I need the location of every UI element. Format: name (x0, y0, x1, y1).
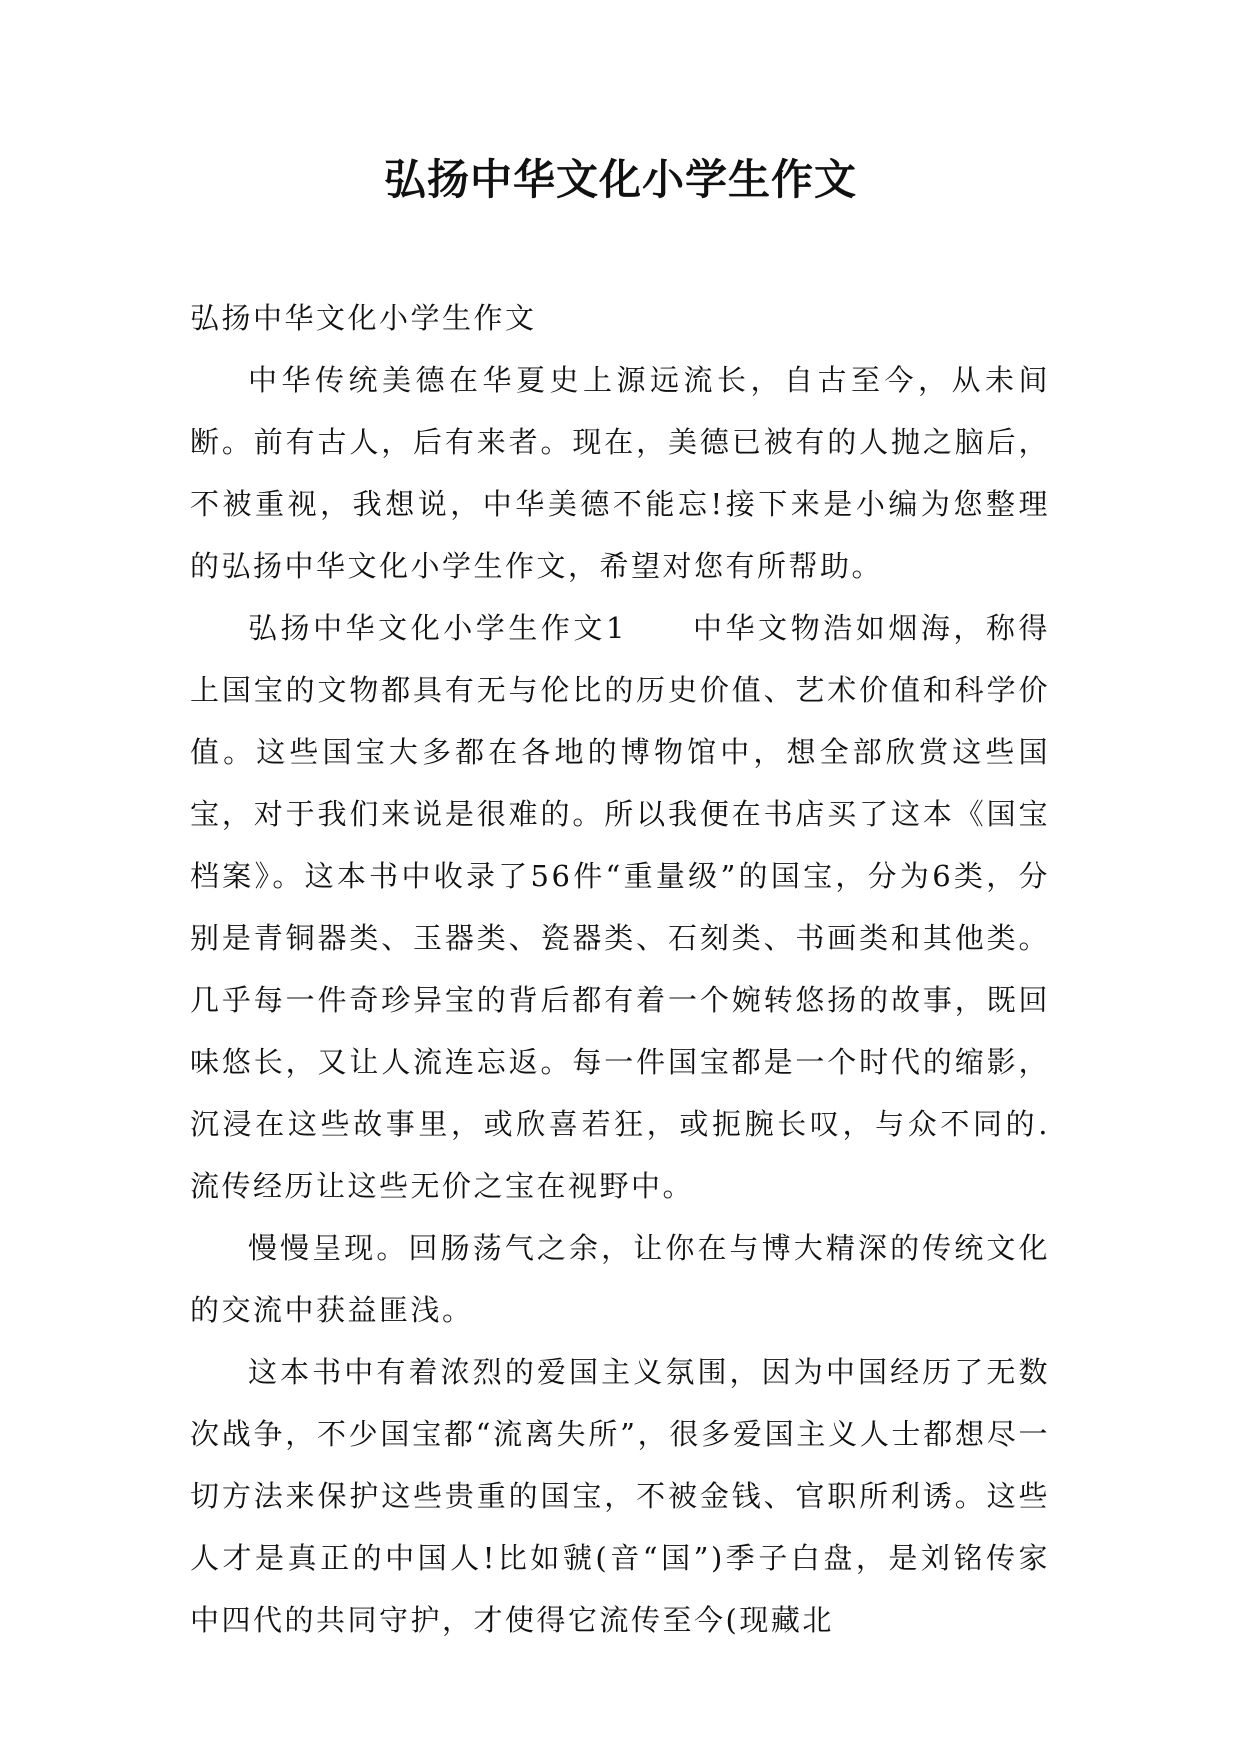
paragraph-essay-1: 弘扬中华文化小学生作文1 中华文物浩如烟海，称得上国宝的文物都具有无与伦比的历史价值、艺术价值和科学价值。这些国宝大多都在各地的博物馆中，想全部欣赏这些国宝，对于我们来说是很难的。所以我便在书店买了这本《国宝档案》。这本书中收录了56件“重量级”的国宝，分为6类，分别是青铜器类、玉器类、瓷器类、石刻类、书画类和其他类。几乎每一件奇珍异宝的背后都有着一个婉转悠扬的故事，既回味悠长，又让人流连忘返。每一件国宝都是一个时代的缩影，沉浸在这些故事里，或欣喜若狂，或扼腕长叹，与众不同的.流传经历让这些无价之宝在视野中。 (190, 611, 1050, 1203)
paragraph-heading: 弘扬中华文化小学生作文 (190, 301, 537, 335)
document-title: 弘扬中华文化小学生作文 (383, 155, 857, 204)
paragraph-continuation: 慢慢呈现。回肠荡气之余，让你在与博大精深的传统文化的交流中获益匪浅。 (190, 1231, 1050, 1327)
paragraph-patriotism: 这本书中有着浓烈的爱国主义氛围，因为中国经历了无数次战争，不少国宝都“流离失所”，很多爱国主义人士都想尽一切方法来保护这些贵重的国宝，不被金钱、官职所利诱。这些人才是真正的中国人!比如虢(音“国”)季子白盘，是刘铭传家中四代的共同守护，才使得它流传至今(现藏北 (190, 1355, 1050, 1637)
paragraph-intro: 中华传统美德在华夏史上源远流长，自古至今，从未间断。前有古人，后有来者。现在，美德已被有的人抛之脑后，不被重视，我想说，中华美德不能忘!接下来是小编为您整理的弘扬中华文化小学生作文，希望对您有所帮助。 (190, 363, 1050, 583)
document-body (190, 287, 1050, 1651)
